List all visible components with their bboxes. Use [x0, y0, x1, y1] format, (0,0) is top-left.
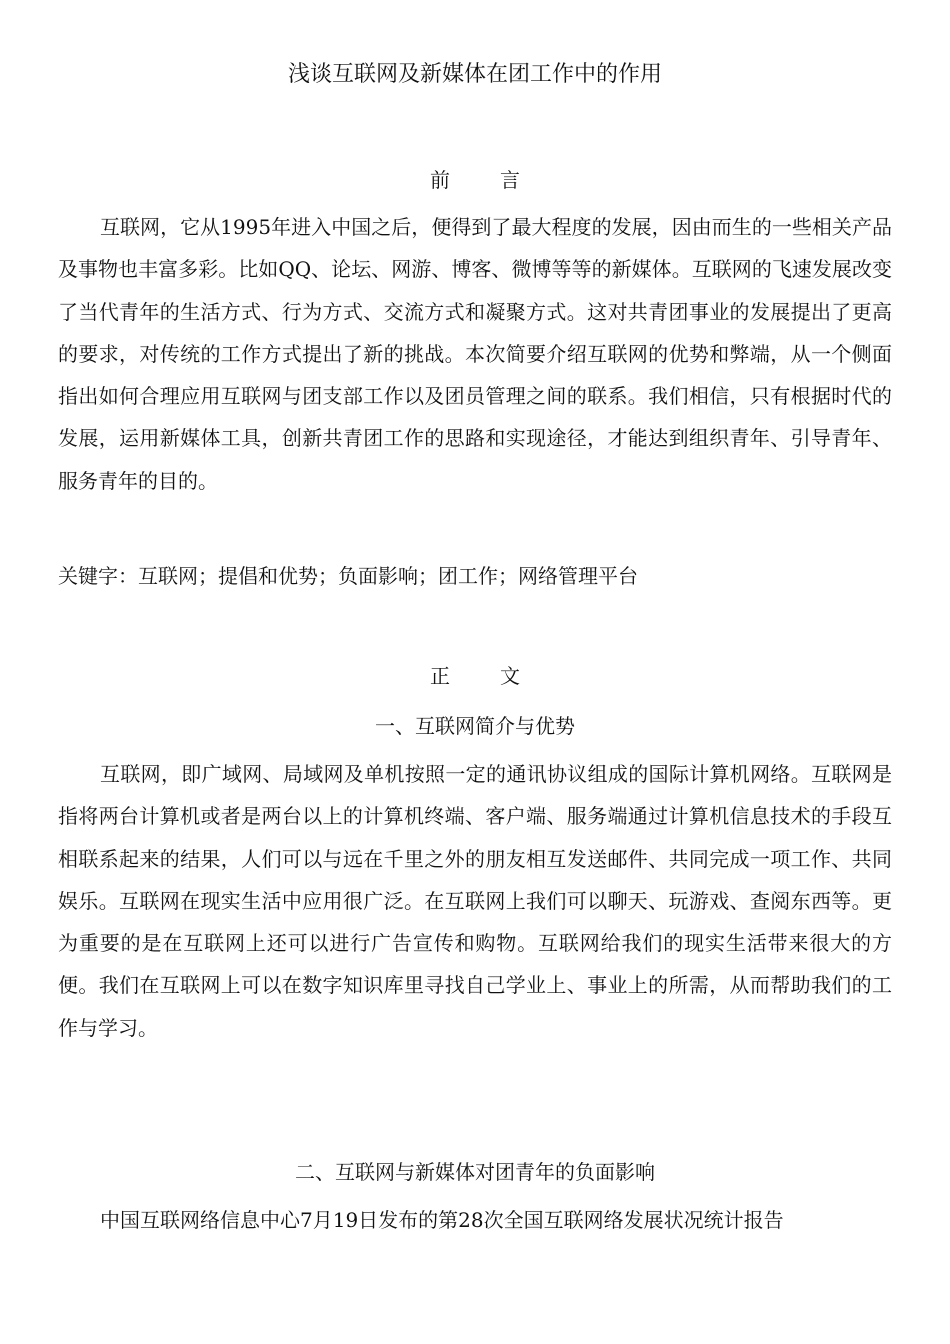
document-title: 浅谈互联网及新媒体在团工作中的作用	[287, 62, 662, 87]
preface-heading-left: 前	[430, 168, 450, 192]
section1-heading: 一、互联网简介与优势	[375, 714, 575, 738]
section2-heading: 二、互联网与新媒体对团青年的负面影响	[295, 1160, 655, 1184]
section2-paragraph: 中国互联网络信息中心7月19日发布的第28次全国互联网络发展状况统计报告	[100, 1208, 784, 1232]
body-heading-right: 文	[500, 664, 520, 688]
keywords-line: 关键字：互联网；提倡和优势；负面影响；团工作；网络管理平台	[58, 564, 638, 588]
preface-heading-right: 言	[500, 168, 520, 192]
preface-heading	[0, 165, 950, 195]
body-heading	[0, 661, 950, 691]
section1-paragraph: 互联网，即广域网、局域网及单机按照一定的通讯协议组成的国际计算机网络。互联网是指将两台计算机或者是两台以上的计算机终端、客户端、服务端通过计算机信息技术的手段互相联系起来的结果，人们可以与远在千里之外的朋友相互发送邮件、共同完成一项工作、共同娱乐。互联网在现实生活中应用很广泛。在互联网上我们可以聊天、玩游戏、查阅东西等。更为重要的是在互联网上还可以进行广告宣传和购物。互联网给我们的现实生活带来很大的方便。我们在互联网上可以在数字知识库里寻找自己学业上、事业上的所需，从而帮助我们的工作与学习。	[58, 762, 892, 1040]
preface-paragraph: 互联网，它从1995年进入中国之后，便得到了最大程度的发展，因由而生的一些相关产品及事物也丰富多彩。比如QQ、论坛、网游、博客、微博等等的新媒体。互联网的飞速发展改变了当代青年的生活方式、行为方式、交流方式和凝聚方式。这对共青团事业的发展提出了更高的要求，对传统的工作方式提出了新的挑战。本次简要介绍互联网的优势和弊端，从一个侧面指出如何合理应用互联网与团支部工作以及团员管理之间的联系。我们相信，只有根据时代的发展，运用新媒体工具，创新共青团工作的思路和实现途径，才能达到组织青年、引导青年、服务青年的目的。	[58, 215, 892, 493]
body-heading-left: 正	[430, 664, 450, 688]
